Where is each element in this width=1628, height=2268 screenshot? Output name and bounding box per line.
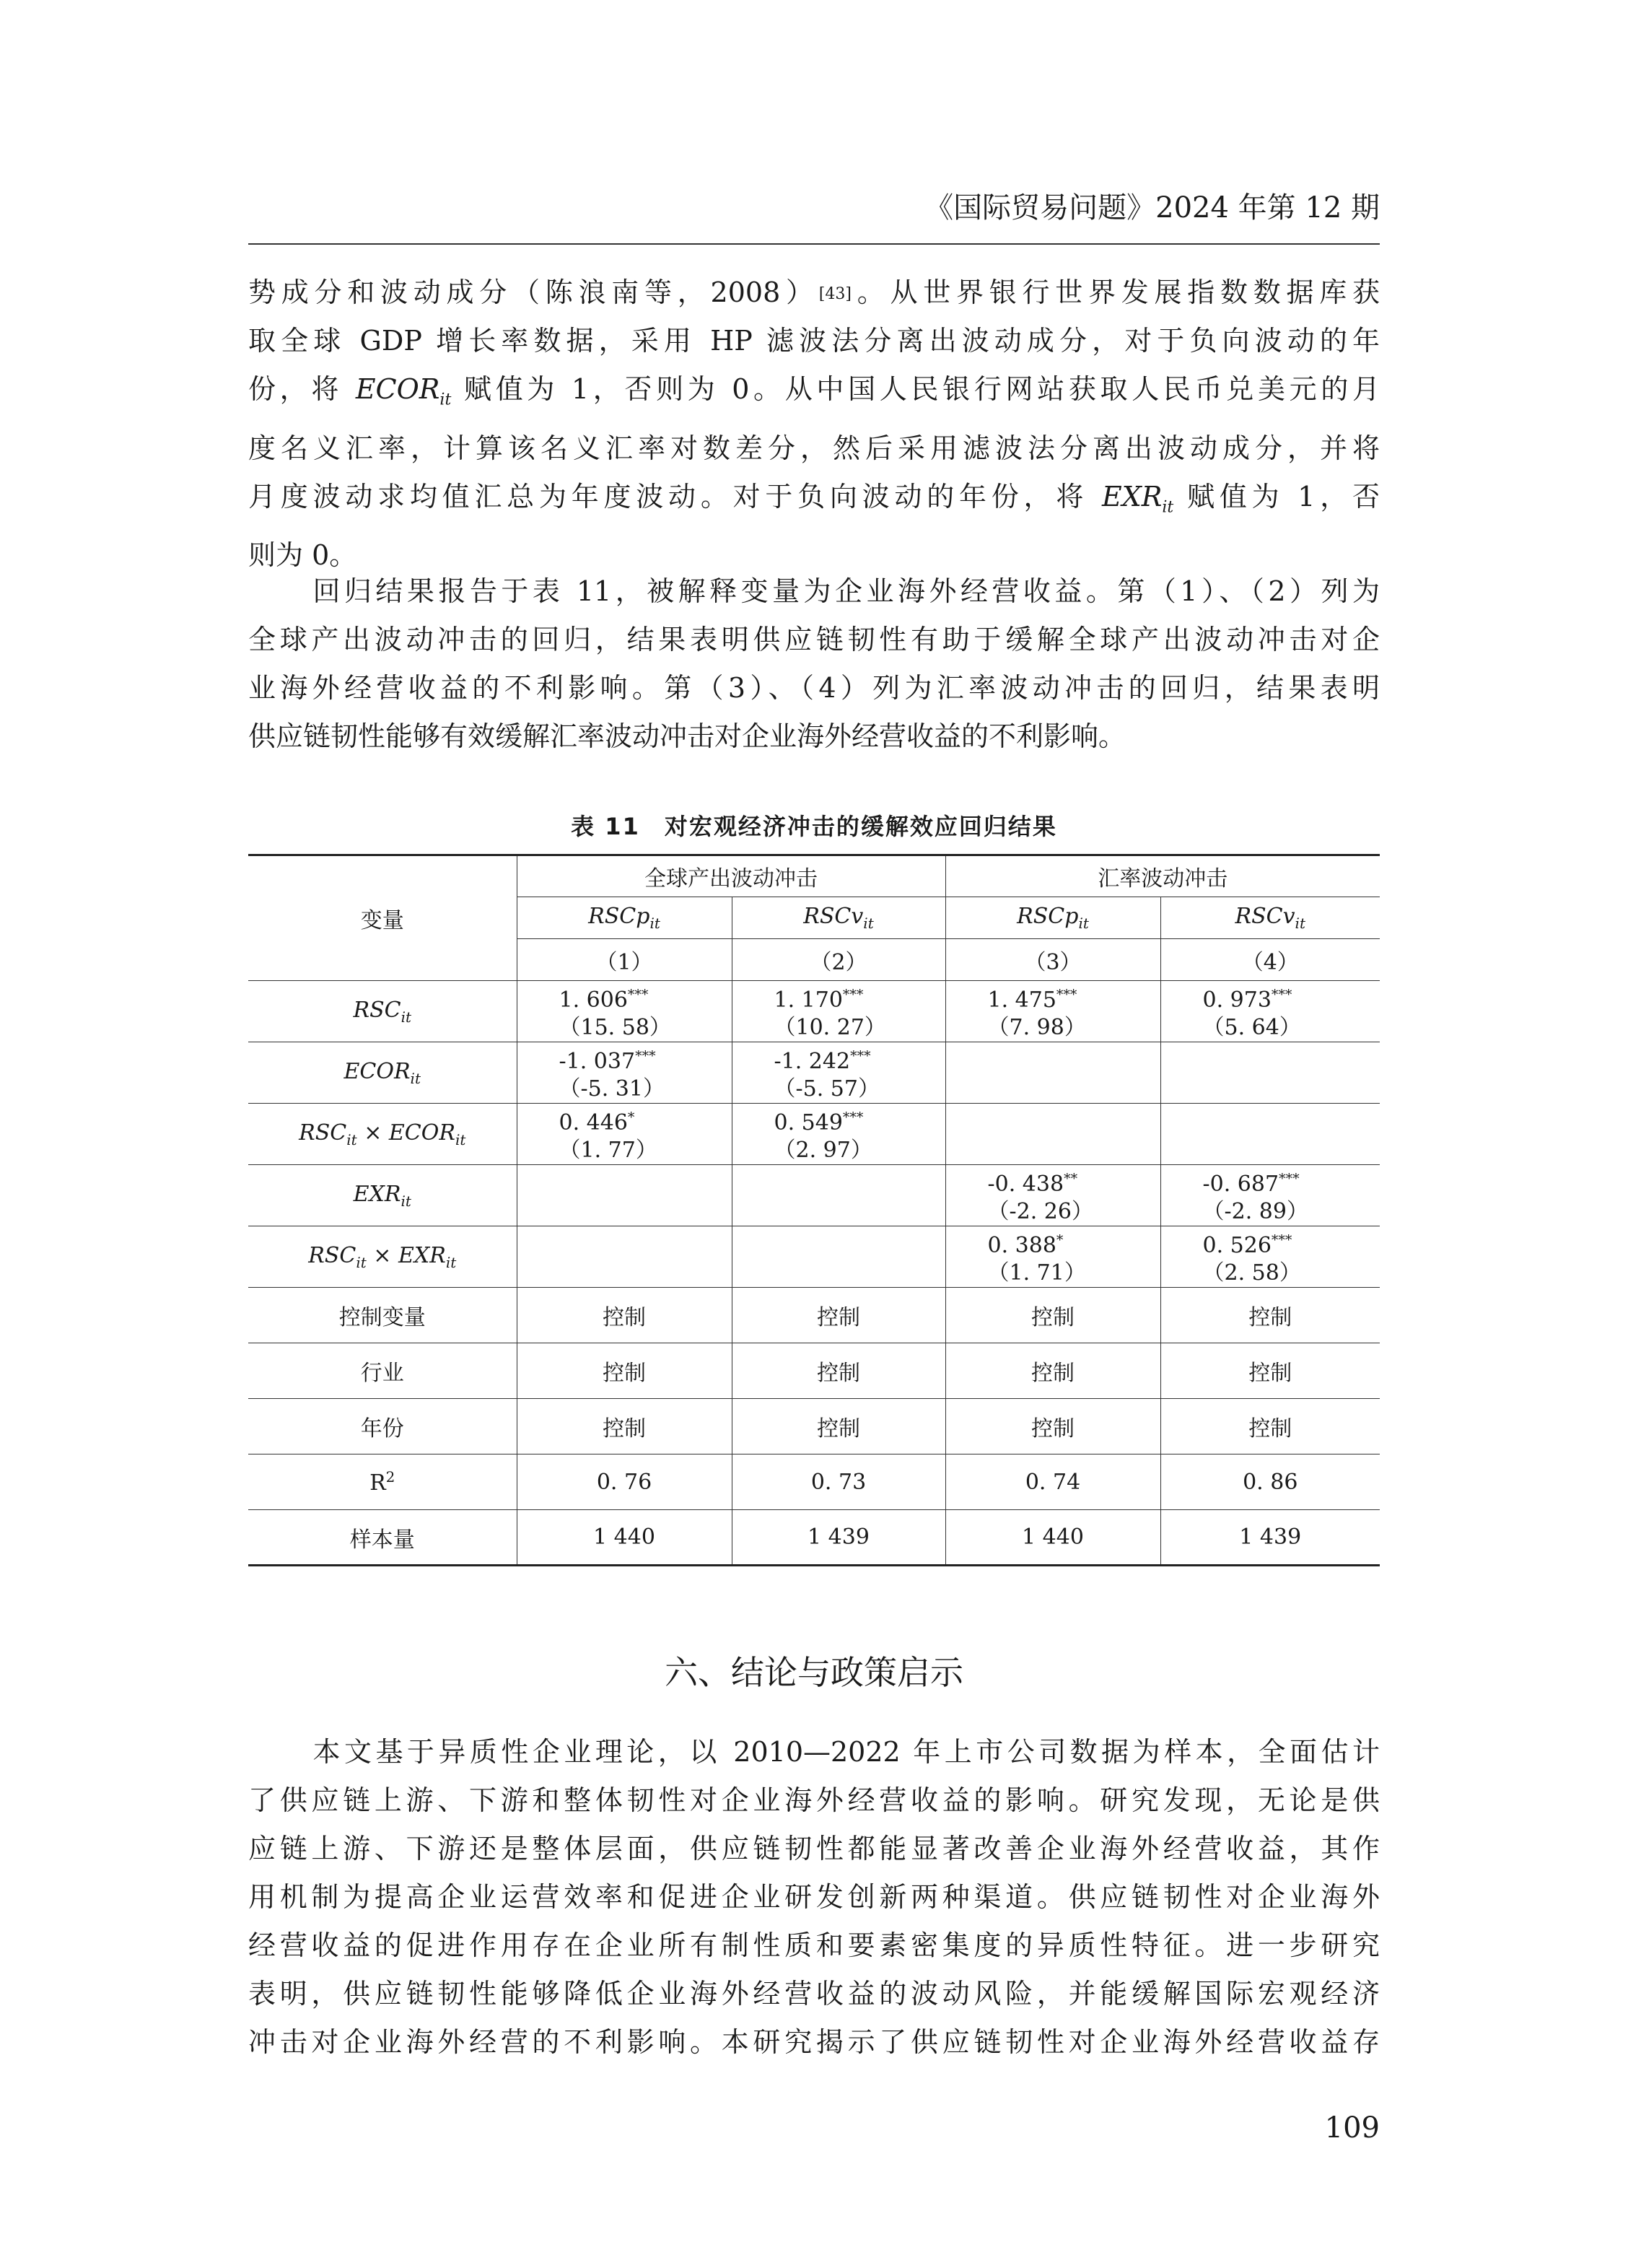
cell: 1 439 — [732, 1510, 945, 1566]
row-label-controls: 控制变量 — [248, 1288, 517, 1343]
cell: 1. 475*** （7. 98） — [945, 981, 1160, 1042]
section-title: 六、结论与政策启示 — [665, 1653, 963, 1692]
cell — [945, 1042, 1160, 1104]
paragraph-1-line-5: 月度波动求均值汇总为年度波动。对于负向波动的年份，将 $EXR_{it}$ 赋值为 1，否 — [248, 480, 1380, 517]
dep-var-2: RSCv$_{it}$ — [732, 897, 945, 939]
table-caption: 表 11 对宏观经济冲击的缓解效应回归结果 — [571, 813, 1057, 840]
cell — [1160, 1104, 1380, 1165]
paragraph-1 — [248, 269, 1380, 580]
cell: 1. 170*** （10. 27） — [732, 981, 945, 1042]
paragraph-2-line-3: 业海外经营收益的不利影响。第（3）、（4）列为汇率波动冲击的回归，结果表明 — [248, 672, 1380, 704]
cell: 1 440 — [517, 1510, 732, 1566]
paragraph-3 — [248, 1728, 1380, 2067]
citation-ref: [43] — [818, 285, 852, 303]
table-row — [248, 1042, 1380, 1104]
var-header-cell: 变量 — [248, 855, 517, 981]
cell: 控制 — [517, 1288, 732, 1343]
regression-table — [248, 854, 1380, 1566]
row-label-ecor: $ECOR_{it}$ — [248, 1042, 517, 1104]
cell: 控制 — [732, 1343, 945, 1399]
cell: 0. 388* （1. 71） — [945, 1226, 1160, 1288]
var-ecor: $ECOR_{it}$ — [355, 373, 452, 409]
paragraph-1-line-1: 势成分和波动成分（陈浪南等，2008）[43]。从世界银行世界发展指数数据库获 — [248, 276, 1380, 308]
dep-var-3: RSCp$_{it}$ — [945, 897, 1160, 939]
dep-var-1: RSCp$_{it}$ — [517, 897, 732, 939]
cell — [732, 1165, 945, 1226]
table-row — [248, 1288, 1380, 1343]
cell: 控制 — [945, 1343, 1160, 1399]
paragraph-3-line-3: 应链上游、下游还是整体层面，供应链韧性都能显著改善企业海外经营收益，其作 — [248, 1833, 1380, 1864]
paragraph-3-line-6: 表明，供应链韧性能够降低企业海外经营收益的波动风险，并能缓解国际宏观经济 — [248, 1978, 1380, 2010]
row-label-rsc-x-exr: $RSC_{it} \times EXR_{it}$ — [248, 1226, 517, 1288]
table-row — [248, 981, 1380, 1042]
cell: -0. 687*** （-2. 89） — [1160, 1165, 1380, 1226]
cell: 控制 — [517, 1343, 732, 1399]
col-num-1: （1） — [517, 939, 732, 981]
cell: 0. 76 — [517, 1454, 732, 1510]
cell: -0. 438** （-2. 26） — [945, 1165, 1160, 1226]
table-row — [248, 1343, 1380, 1399]
row-label-rsc-x-ecor: $RSC_{it}$ × $ECOR_{it}$ — [248, 1104, 517, 1165]
cell: -1. 242*** （-5. 57） — [732, 1042, 945, 1104]
table-row — [248, 1104, 1380, 1165]
table-row — [248, 1399, 1380, 1454]
row-label-r2: $R^2$ — [248, 1454, 517, 1510]
paragraph-2 — [248, 567, 1380, 761]
table-row — [248, 1226, 1380, 1288]
running-head: 《国际贸易问题》2024 年第 12 期 — [924, 191, 1380, 224]
cell: 1 439 — [1160, 1510, 1380, 1566]
header-rule — [248, 243, 1380, 245]
cell: 0. 446* （1. 77） — [517, 1104, 732, 1165]
cell: 控制 — [945, 1288, 1160, 1343]
paragraph-1-line-6: 则为 0。 — [248, 539, 357, 572]
page-number: 109 — [1324, 2111, 1380, 2145]
cell: 控制 — [732, 1399, 945, 1454]
var-exr: $EXR_{it}$ — [1101, 480, 1174, 517]
cell: 0. 86 — [1160, 1454, 1380, 1510]
cell: 控制 — [945, 1399, 1160, 1454]
cell: 0. 973*** （5. 64） — [1160, 981, 1380, 1042]
cell: 0. 526*** （2. 58） — [1160, 1226, 1380, 1288]
group-header-global: 全球产出波动冲击 — [517, 855, 945, 897]
row-label-exr: $EXR_{it}$ — [248, 1165, 517, 1226]
cell: 控制 — [732, 1288, 945, 1343]
table-row — [248, 1165, 1380, 1226]
cell: 控制 — [1160, 1399, 1380, 1454]
cell: 0. 74 — [945, 1454, 1160, 1510]
cell: 控制 — [517, 1399, 732, 1454]
paragraph-3-line-2: 了供应链上游、下游和整体韧性对企业海外经营收益的影响。研究发现，无论是供 — [248, 1784, 1380, 1816]
paragraph-3-line-4: 用机制为提高企业运营效率和促进企业研发创新两种渠道。供应链韧性对企业海外 — [248, 1881, 1380, 1913]
cell: 0. 549*** （2. 97） — [732, 1104, 945, 1165]
cell — [1160, 1042, 1380, 1104]
row-label-n: 样本量 — [248, 1510, 517, 1566]
paragraph-2-line-1: 回归结果报告于表 11，被解释变量为企业海外经营收益。第（1）、（2）列为 — [309, 575, 1380, 607]
col-num-3: （3） — [945, 939, 1160, 981]
paragraph-2-line-4: 供应链韧性能够有效缓解汇率波动冲击对企业海外经营收益的不利影响。 — [248, 720, 1126, 752]
cell: -1. 037*** （-5. 31） — [517, 1042, 732, 1104]
cell: 0. 73 — [732, 1454, 945, 1510]
row-label-rsc: $RSC_{it}$ — [248, 981, 517, 1042]
paragraph-3-line-7: 冲击对企业海外经营的不利影响。本研究揭示了供应链韧性对企业海外经营收益存 — [248, 2026, 1380, 2058]
cell: 1. 606*** （15. 58） — [517, 981, 732, 1042]
paragraph-1-line-4: 度名义汇率，计算该名义汇率对数差分，然后采用滤波法分离出波动成分，并将 — [248, 432, 1380, 464]
cell — [517, 1165, 732, 1226]
row-label-industry: 行业 — [248, 1343, 517, 1399]
paragraph-3-line-5: 经营收益的促进作用存在企业所有制性质和要素密集度的异质性特征。进一步研究 — [248, 1929, 1380, 1961]
cell: 控制 — [1160, 1288, 1380, 1343]
table-header-row-groups — [248, 855, 1380, 897]
paragraph-1-line-3: 份，将 $ECOR_{it}$ 赋值为 1，否则为 0。从中国人民银行网站获取人民币兑美元的月 — [248, 373, 1380, 409]
paragraph-3-line-1: 本文基于异质性企业理论，以 2010—2022 年上市公司数据为样本，全面估计 — [309, 1736, 1380, 1768]
cell — [517, 1226, 732, 1288]
paragraph-2-line-2: 全球产出波动冲击的回归，结果表明供应链韧性有助于缓解全球产出波动冲击对企 — [248, 624, 1380, 655]
paragraph-1-line-2: 取全球 GDP 增长率数据，采用 HP 滤波法分离出波动成分，对于负向波动的年 — [248, 325, 1380, 357]
cell: 控制 — [1160, 1343, 1380, 1399]
col-num-4: （4） — [1160, 939, 1380, 981]
row-label-year: 年份 — [248, 1399, 517, 1454]
group-header-exchange: 汇率波动冲击 — [945, 855, 1380, 897]
col-num-2: （2） — [732, 939, 945, 981]
cell: 1 440 — [945, 1510, 1160, 1566]
table-row — [248, 1454, 1380, 1510]
cell — [732, 1226, 945, 1288]
table-row — [248, 1510, 1380, 1566]
cell — [945, 1104, 1160, 1165]
dep-var-4: RSCv$_{it}$ — [1160, 897, 1380, 939]
